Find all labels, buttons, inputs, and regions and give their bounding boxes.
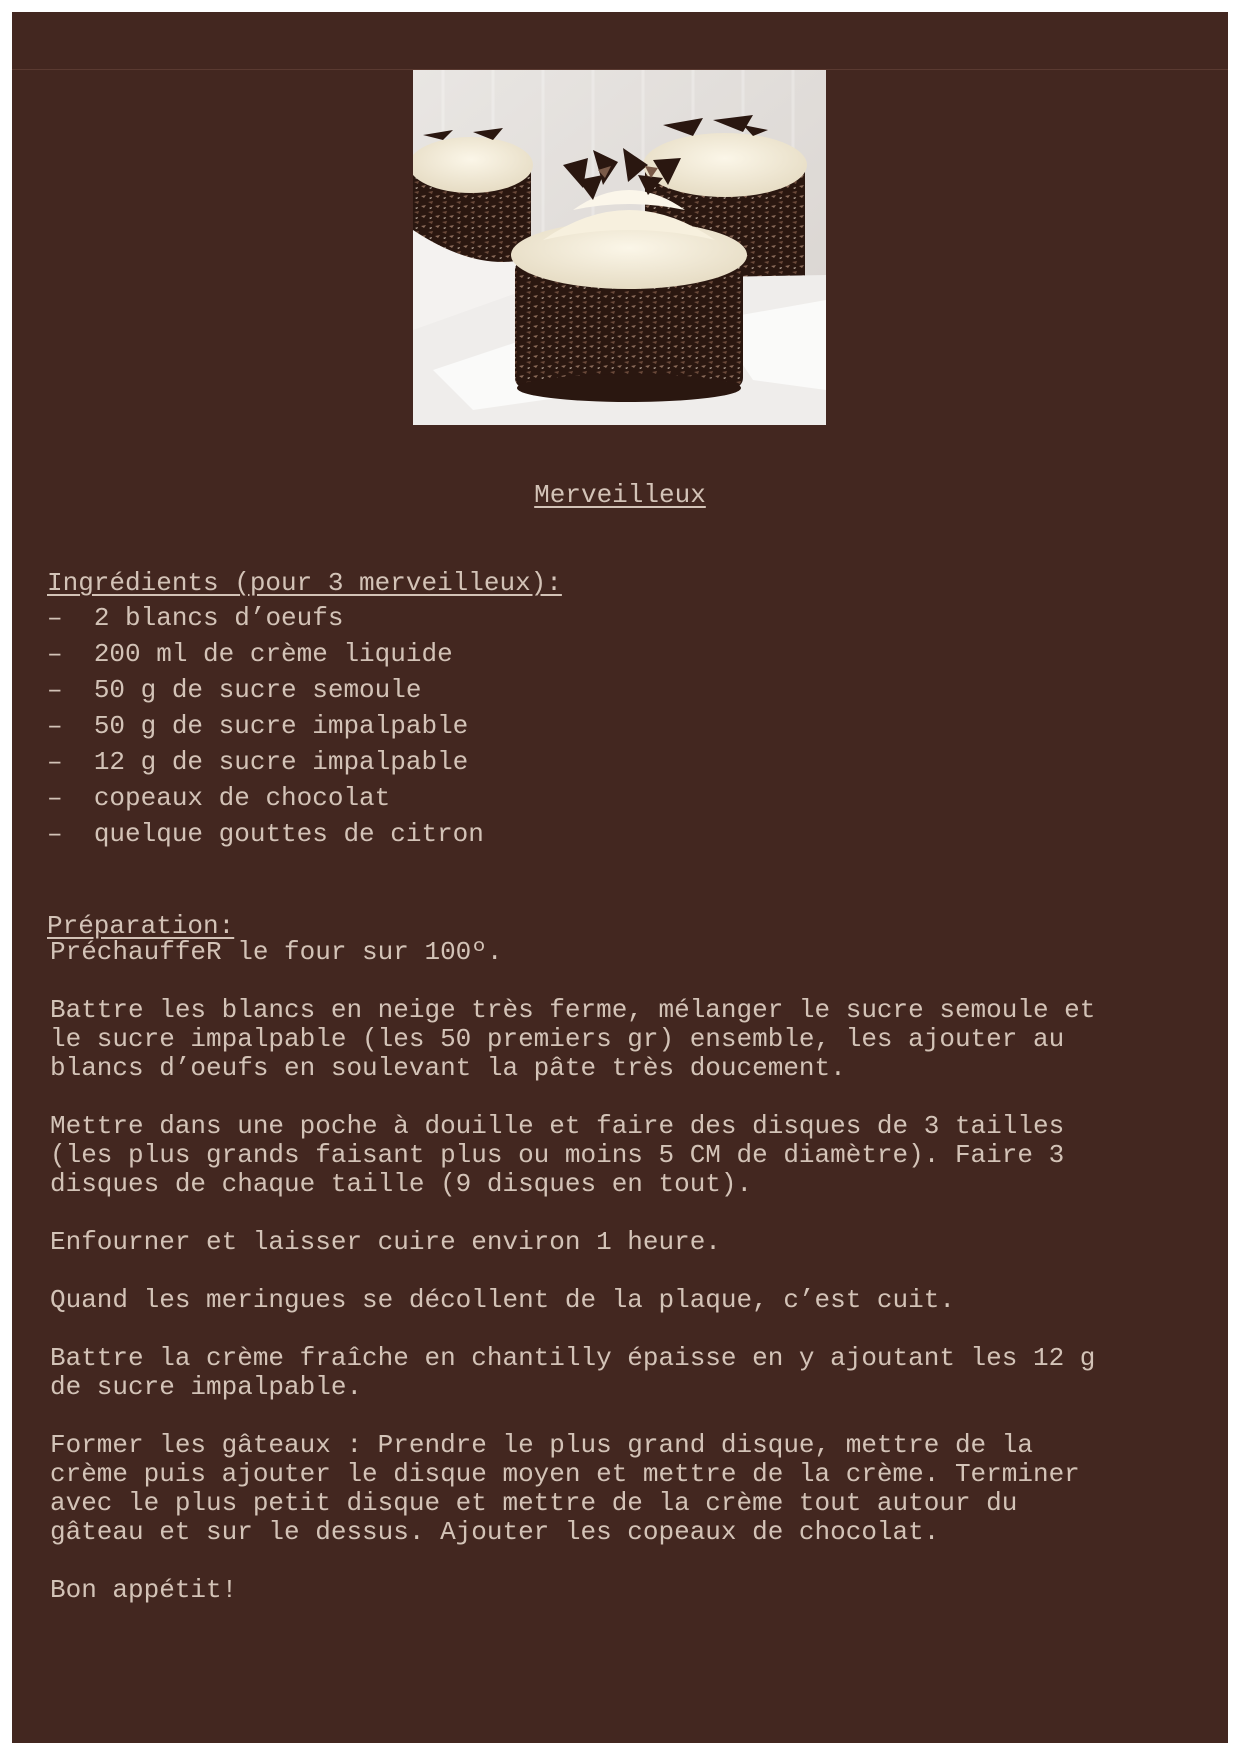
preparation-steps	[50, 938, 1225, 1634]
ingredient-item: – 50 g de sucre semoule	[47, 672, 484, 708]
preparation-step: Battre les blancs en neige très ferme, mélanger le sucre semoule et le sucre impalpable (les 50 premiers gr) ensemble, les ajouter au blancs d’oeufs en soulevant la pâte très doucement.	[50, 995, 1096, 1083]
ingredient-item: – 200 ml de crème liquide	[47, 636, 484, 672]
ingredient-item: – 2 blancs d’oeufs	[47, 600, 484, 636]
ingredient-item: – quelque gouttes de citron	[47, 816, 484, 852]
ingredients-list	[47, 600, 484, 852]
preparation-step: Mettre dans une poche à douille et faire des disques de 3 tailles (les plus grands faisant plus ou moins 5 CM de diamètre). Faire 3 disques de chaque taille (9 disques en tout).	[50, 1111, 1065, 1199]
preparation-step: PréchauffeR le four sur 100º.	[50, 937, 503, 967]
preparation-step: Enfourner et laisser cuire environ 1 heure.	[50, 1227, 721, 1257]
preparation-step: Former les gâteaux : Prendre le plus grand disque, mettre de la crème puis ajouter le disque moyen et mettre de la crème. Terminer avec le plus petit disque et mettre de la crème tout autour du gâteau et sur le dessus. Ajouter les copeaux de chocolat.	[50, 1430, 1080, 1547]
ingredient-item: – copeaux de chocolat	[47, 780, 484, 816]
ingredient-item: – 12 g de sucre impalpable	[47, 744, 484, 780]
preparation-step: Quand les meringues se décollent de la plaque, c’est cuit.	[50, 1285, 955, 1315]
cake-photo	[413, 70, 826, 425]
ingredient-item: – 50 g de sucre impalpable	[47, 708, 484, 744]
preparation-step: Bon appétit!	[50, 1575, 238, 1605]
preparation-heading: Préparation:	[47, 911, 235, 941]
recipe-page	[12, 12, 1228, 1743]
recipe-title: Merveilleux	[534, 480, 706, 510]
ingredients-heading: Ingrédients (pour 3 merveilleux):	[47, 568, 562, 598]
preparation-step: Battre la crème fraîche en chantilly épaisse en y ajoutant les 12 g de sucre impalpable.	[50, 1343, 1096, 1402]
